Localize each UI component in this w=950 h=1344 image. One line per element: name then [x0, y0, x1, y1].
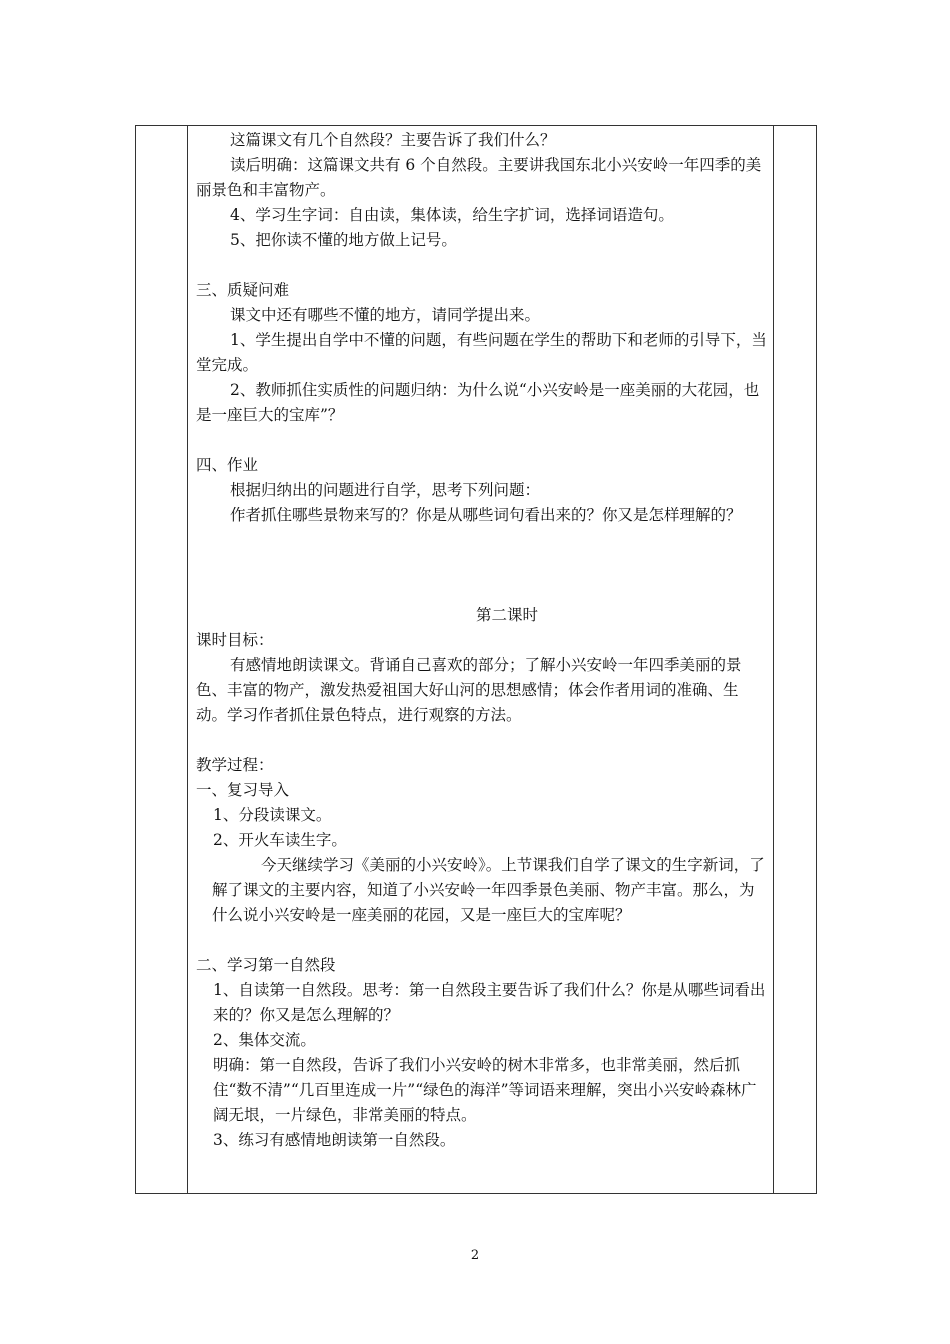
section-heading-1: 一、复习导入 — [196, 781, 290, 799]
question-paragraphs: 这篇课文有几个自然段？主要告诉了我们什么？ — [230, 131, 556, 149]
section-heading-2: 二、学习第一自然段 — [196, 956, 336, 974]
para1-step-1: 1、自读第一自然段。思考：第一自然段主要告诉了我们什么？你是从哪些词看出来的？你又是怎么理解的？ — [213, 981, 766, 1024]
table-right-column — [773, 126, 816, 1193]
intro-paragraph: 今天继续学习《美丽的小兴安岭》。上节课我们自学了课文的生字新词，了解了课文的主要内容，知道了小兴安岭一年四季景色美丽、物产丰富。那么，为什么说小兴安岭是一座美丽的花园，又是一座巨大的宝库呢？ — [212, 856, 765, 924]
step-5: 5、把你读不懂的地方做上记号。 — [230, 231, 457, 249]
para1-step-2: 2、集体交流。 — [213, 1031, 316, 1049]
table-left-column — [136, 126, 188, 1193]
question-step-2: 2、教师抓住实质性的问题归纳：为什么说“小兴安岭是一座美丽的大花园，也是一座巨大的宝库”？ — [196, 381, 760, 424]
review-step-1: 1、分段读课文。 — [213, 806, 332, 824]
section-heading-4: 四、作业 — [196, 456, 259, 474]
question-prompt: 课文中还有哪些不懂的地方，请同学提出来。 — [230, 306, 541, 324]
homework-intro: 根据归纳出的问题进行自学，思考下列问题： — [230, 481, 541, 499]
homework-questions: 作者抓住哪些景物来写的？你是从哪些词句看出来的？你又是怎样理解的？ — [230, 506, 742, 524]
para1-explanation: 明确：第一自然段，告诉了我们小兴安岭的树木非常多，也非常美丽，然后抓住“数不清”“几百里连成一片”“绿色的海洋”等词语来理解，突出小兴安岭森林广阔无垠，一片绿色，非常美丽的特点。 — [213, 1056, 757, 1124]
answer-paragraph: 读后明确：这篇课文共有 6 个自然段。主要讲我国东北小兴安岭一年四季的美丽景色和丰富物产。 — [196, 156, 762, 199]
section-heading-3: 三、质疑问难 — [196, 281, 290, 299]
question-step-1: 1、学生提出自学中不懂的问题，有些问题在学生的帮助下和老师的引导下，当堂完成。 — [196, 331, 767, 374]
process-label: 教学过程： — [196, 756, 274, 774]
page-number: 2 — [470, 1248, 480, 1263]
goal-label: 课时目标： — [196, 631, 274, 649]
lesson-content — [196, 126, 768, 1153]
review-step-2: 2、开火车读生字。 — [213, 831, 347, 849]
lesson-table — [135, 125, 817, 1194]
goal-text: 有感情地朗读课文。背诵自己喜欢的部分；了解小兴安岭一年四季美丽的景色、丰富的物产，激发热爱祖国大好山河的思想感情；体会作者用词的准确、生动。学习作者抓住景色特点，进行观察的方法。 — [196, 656, 742, 724]
para1-step-3: 3、练习有感情地朗读第一自然段。 — [213, 1131, 456, 1149]
lesson-2-title: 第二课时 — [475, 606, 538, 624]
step-4: 4、学习生字词：自由读，集体读，给生字扩词，选择词语造句。 — [230, 206, 674, 224]
